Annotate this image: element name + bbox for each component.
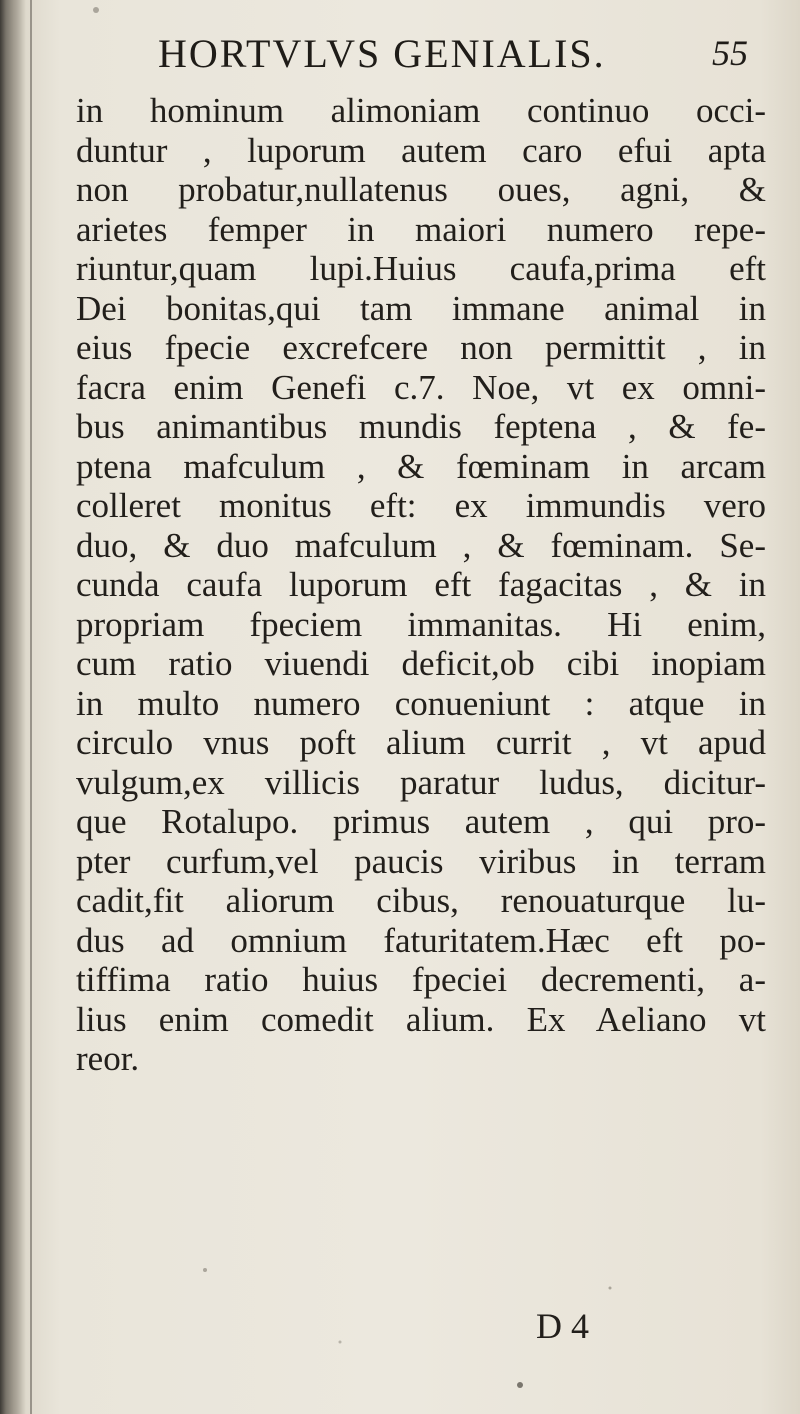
text-line: riuntur,quam lupi.Huius caufa,prima eft: [76, 249, 766, 288]
text-line: facra enim Genefi c.7. Noe, vt ex omni-: [76, 367, 766, 407]
text-line: vulgum,ex villicis paratur ludus, dicitur-: [76, 762, 766, 802]
text-line: pter curfum,vel paucis viribus in terram: [76, 841, 766, 881]
text-line: propriam fpeciem immanitas. Hi enim,: [76, 604, 766, 644]
running-title: HORTVLVS GENIALIS.: [158, 31, 606, 76]
text-line: que Rotalupo. primus autem , qui pro-: [76, 802, 766, 841]
binding-edge-line: [30, 0, 32, 1414]
text-line: duo, & duo mafculum , & fœminam. Se-: [76, 525, 766, 565]
text-line: circulo vnus poft alium currit , vt apud: [76, 723, 766, 762]
text-line: ptena mafculum , & fœminam in arcam: [76, 446, 766, 486]
page-footer: [0, 1305, 800, 1365]
text-line: colleret monitus eft: ex immundis vero: [76, 486, 766, 525]
text-line: in multo numero conueniunt : atque in: [76, 683, 766, 723]
binding-gutter: [0, 0, 26, 1414]
text-line: lius enim comedit alium. Ex Aeliano vt: [76, 999, 766, 1039]
text-line: arietes femper in maiori numero repe-: [76, 209, 766, 249]
text-line: non probatur,nullatenus oues, agni, &: [76, 170, 766, 209]
text-line: bus animantibus mundis feptena , & fe-: [76, 407, 766, 446]
text-line: Dei bonitas,qui tam immane animal in: [76, 288, 766, 328]
text-line: cunda caufa luporum eft fagacitas , & in: [76, 565, 766, 604]
text-line: in hominum alimoniam continuo occi-: [76, 91, 766, 130]
page-header: [0, 26, 800, 86]
text-line: cadit,fit aliorum cibus, renouaturque lu-: [76, 881, 766, 920]
text-line: tiffima ratio huius fpeciei decrementi, a-: [76, 960, 766, 999]
page-number: 55: [712, 33, 748, 73]
signature-mark: D 4: [536, 1306, 589, 1346]
text-line: reor.: [76, 1039, 140, 1078]
text-line: dus ad omnium faturitatem.Hæc eft po-: [76, 920, 766, 960]
text-line: cum ratio viuendi deficit,ob cibi inopiam: [76, 644, 766, 683]
text-line: duntur , luporum autem caro efui apta: [76, 130, 766, 170]
text-line: eius fpecie excrefcere non permittit , in: [76, 328, 766, 367]
body-text: [76, 91, 766, 1079]
